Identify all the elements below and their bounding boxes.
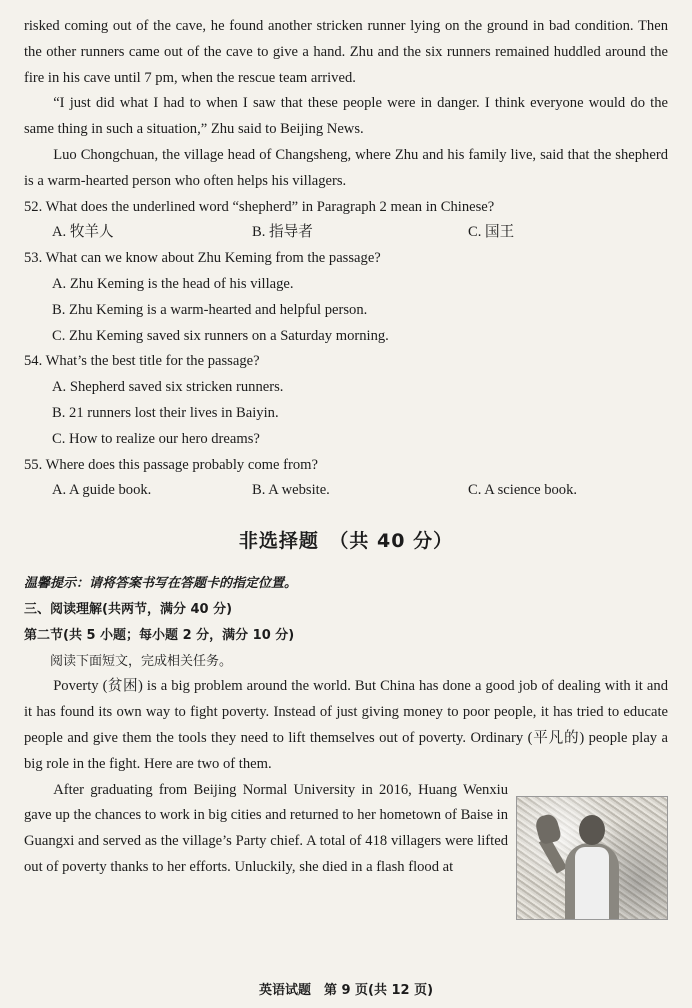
passage-paragraph: Poverty (贫困) is a big problem around the world. But China has done a good job of dealing with it and it has found its own way to fight poverty. Instead of just giving money to poor people, it has tried to educate people and give them the tools they need to lift themselves out of poverty. Ordinary (平凡的) people play a big role in the fight. Here are two of them.: [24, 678, 668, 772]
paragraph-with-photo: [24, 778, 668, 920]
option-row: [52, 220, 668, 246]
option-b[interactable]: B. 21 runners lost their lives in Baiyin.: [52, 404, 279, 421]
option-b[interactable]: B. 指导者: [252, 224, 313, 241]
passage-paragraph: risked coming out of the cave, he found another stricken runner lying on the ground in bad condition. Then the other runners came out of the cave to give a hand. Zhu and the six runners remained huddled around the fire in his cave until 7 pm, when the rescue team arrived.: [24, 18, 668, 86]
section-title: 非选择题 （共 40 分）: [238, 530, 454, 553]
page-footer: 英语试题 第 9 页(共 12 页): [258, 983, 434, 998]
option-c[interactable]: C. Zhu Keming saved six runners on a Saturday morning.: [52, 327, 389, 344]
subpart-heading: 第二节(共 5 小题；每小题 2 分，满分 10 分): [24, 627, 295, 643]
option-c[interactable]: C. A science book.: [468, 482, 578, 499]
option-a[interactable]: A. Shepherd saved six stricken runners.: [52, 379, 284, 396]
option-b[interactable]: B. Zhu Keming is a warm-hearted and helpful person.: [52, 301, 368, 318]
question-stem: 55. Where does this passage probably come from?: [24, 456, 318, 473]
option-row: [52, 478, 668, 504]
tip-text: 温馨提示：请将答案书写在答题卡的指定位置。: [24, 576, 298, 592]
passage-paragraph: Luo Chongchuan, the village head of Changsheng, where Zhu and his family live, said that the shepherd is a warm-hearted person who often helps his villagers.: [24, 146, 668, 189]
option-c[interactable]: C. How to realize our hero dreams?: [52, 430, 260, 447]
question-stem: 52. What does the underlined word “shepherd” in Paragraph 2 mean in Chinese?: [24, 198, 495, 215]
question-stem: 53. What can we know about Zhu Keming from the passage?: [24, 250, 381, 267]
option-b[interactable]: B. A website.: [252, 482, 330, 499]
option-c[interactable]: C. 国王: [468, 224, 515, 241]
instruction-text: 阅读下面短文，完成相关任务。: [50, 653, 233, 669]
passage-paragraph: “I just did what I had to when I saw that these people were in danger. I think everyone would do the same thing in such a situation,” Zhu said to Beijing News.: [24, 95, 668, 138]
option-a[interactable]: A. Zhu Keming is the head of his village.: [52, 275, 294, 292]
part-heading: 三、阅读理解(共两节，满分 40 分): [24, 601, 233, 617]
option-a[interactable]: A. A guide book.: [52, 482, 152, 499]
passage-paragraph: After graduating from Beijing Normal University in 2016, Huang Wenxiu gave up the chances to work in big cities and returned to her hometown of Baise in Guangxi and served as the village’s Party chief. A total of 418 villagers were lifted out of poverty thanks to her efforts. Unluckily, she died in a flash flood at: [24, 781, 508, 875]
option-a[interactable]: A. 牧羊人: [52, 224, 114, 241]
question-stem: 54. What’s the best title for the passage?: [24, 353, 260, 370]
portrait-photo: [516, 796, 668, 920]
